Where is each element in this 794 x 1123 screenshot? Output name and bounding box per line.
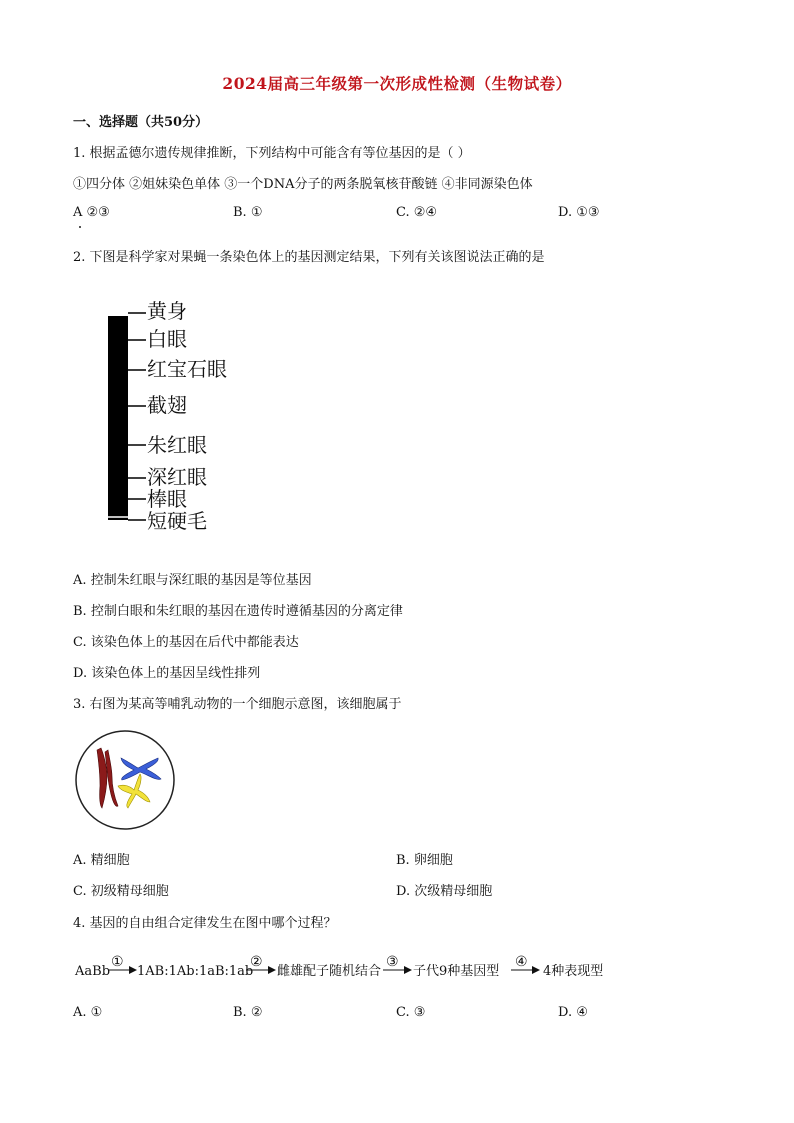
q2-stem: 2. 下图是科学家对果蝇一条染色体上的基因测定结果，下列有关该图说法正确的是 — [73, 250, 545, 265]
process-flow — [73, 950, 633, 986]
gene-label: 白眼 — [147, 327, 187, 351]
flow-node-3: 子代9种基因型 — [413, 964, 500, 979]
q4-option-b: B. ② — [233, 1005, 263, 1020]
q1-stem: 1. 根据孟德尔遗传规律推断，下列结构中可能含有等位基因的是（ ） — [73, 146, 471, 161]
gene-label: 截翅 — [147, 393, 187, 417]
flow-node-1: 1AB:1Ab:1aB:1ab — [137, 964, 254, 979]
chromosome-bar — [108, 316, 128, 520]
gene-label: 红宝石眼 — [147, 357, 227, 381]
q3-option-d: D. 次级精母细胞 — [396, 884, 493, 899]
flow-start: AaBb — [75, 964, 111, 979]
step-label-3: ③ — [386, 954, 399, 970]
q1-option-b: B. ① — [233, 205, 263, 220]
gene-ticks — [128, 313, 146, 520]
gene-label: 短硬毛 — [147, 509, 207, 533]
q3-option-b: B. 卵细胞 — [396, 853, 453, 868]
q3-stem: 3. 右图为某高等哺乳动物的一个细胞示意图，该细胞属于 — [73, 697, 402, 712]
q2-option-d: D. 该染色体上的基因呈线性排列 — [73, 666, 261, 681]
q3-option-a: A. 精细胞 — [73, 853, 130, 868]
gene-label: 深红眼 — [147, 465, 207, 489]
q1-option-d: D. ①③ — [558, 205, 600, 220]
q2-option-b: B. 控制白眼和朱红眼的基因在遗传时遵循基因的分离定律 — [73, 604, 403, 619]
q1-items: ①四分体 ②姐妹染色单体 ③一个DNA分子的两条脱氧核苷酸链 ④非同源染色体 — [73, 177, 533, 192]
q2-option-c: C. 该染色体上的基因在后代中都能表达 — [73, 635, 299, 650]
page-title: 2024届高三年级第一次形成性检测（生物试卷） — [222, 74, 572, 93]
q4-option-a: A. ① — [73, 1005, 103, 1020]
q1-option-a: A ②③ — [73, 205, 110, 220]
q1-option-c: C. ②④ — [396, 205, 438, 220]
q3-option-c: C. 初级精母细胞 — [73, 884, 169, 899]
gene-label: 朱红眼 — [147, 433, 207, 457]
q2-option-a: A. 控制朱红眼与深红眼的基因是等位基因 — [73, 573, 312, 588]
flow-node-4: 4种表现型 — [543, 964, 604, 979]
section-heading: 一、选择题（共50分） — [73, 115, 209, 130]
cell-membrane — [76, 731, 174, 829]
step-label-1: ① — [111, 954, 124, 970]
gene-label: 黄身 — [147, 299, 187, 323]
q4-option-c: C. ③ — [396, 1005, 426, 1020]
stray-dot — [79, 226, 81, 228]
q4-option-d: D. ④ — [558, 1005, 588, 1020]
gene-label: 棒眼 — [147, 487, 187, 511]
step-label-4: ④ — [515, 954, 528, 970]
q4-stem: 4. 基因的自由组合定律发生在图中哪个过程？ — [73, 916, 337, 931]
flow-node-2: 雌雄配子随机结合 — [277, 964, 382, 979]
cell-diagram — [72, 728, 178, 832]
chromosome-gene-map — [100, 290, 300, 540]
step-label-2: ② — [250, 954, 263, 970]
